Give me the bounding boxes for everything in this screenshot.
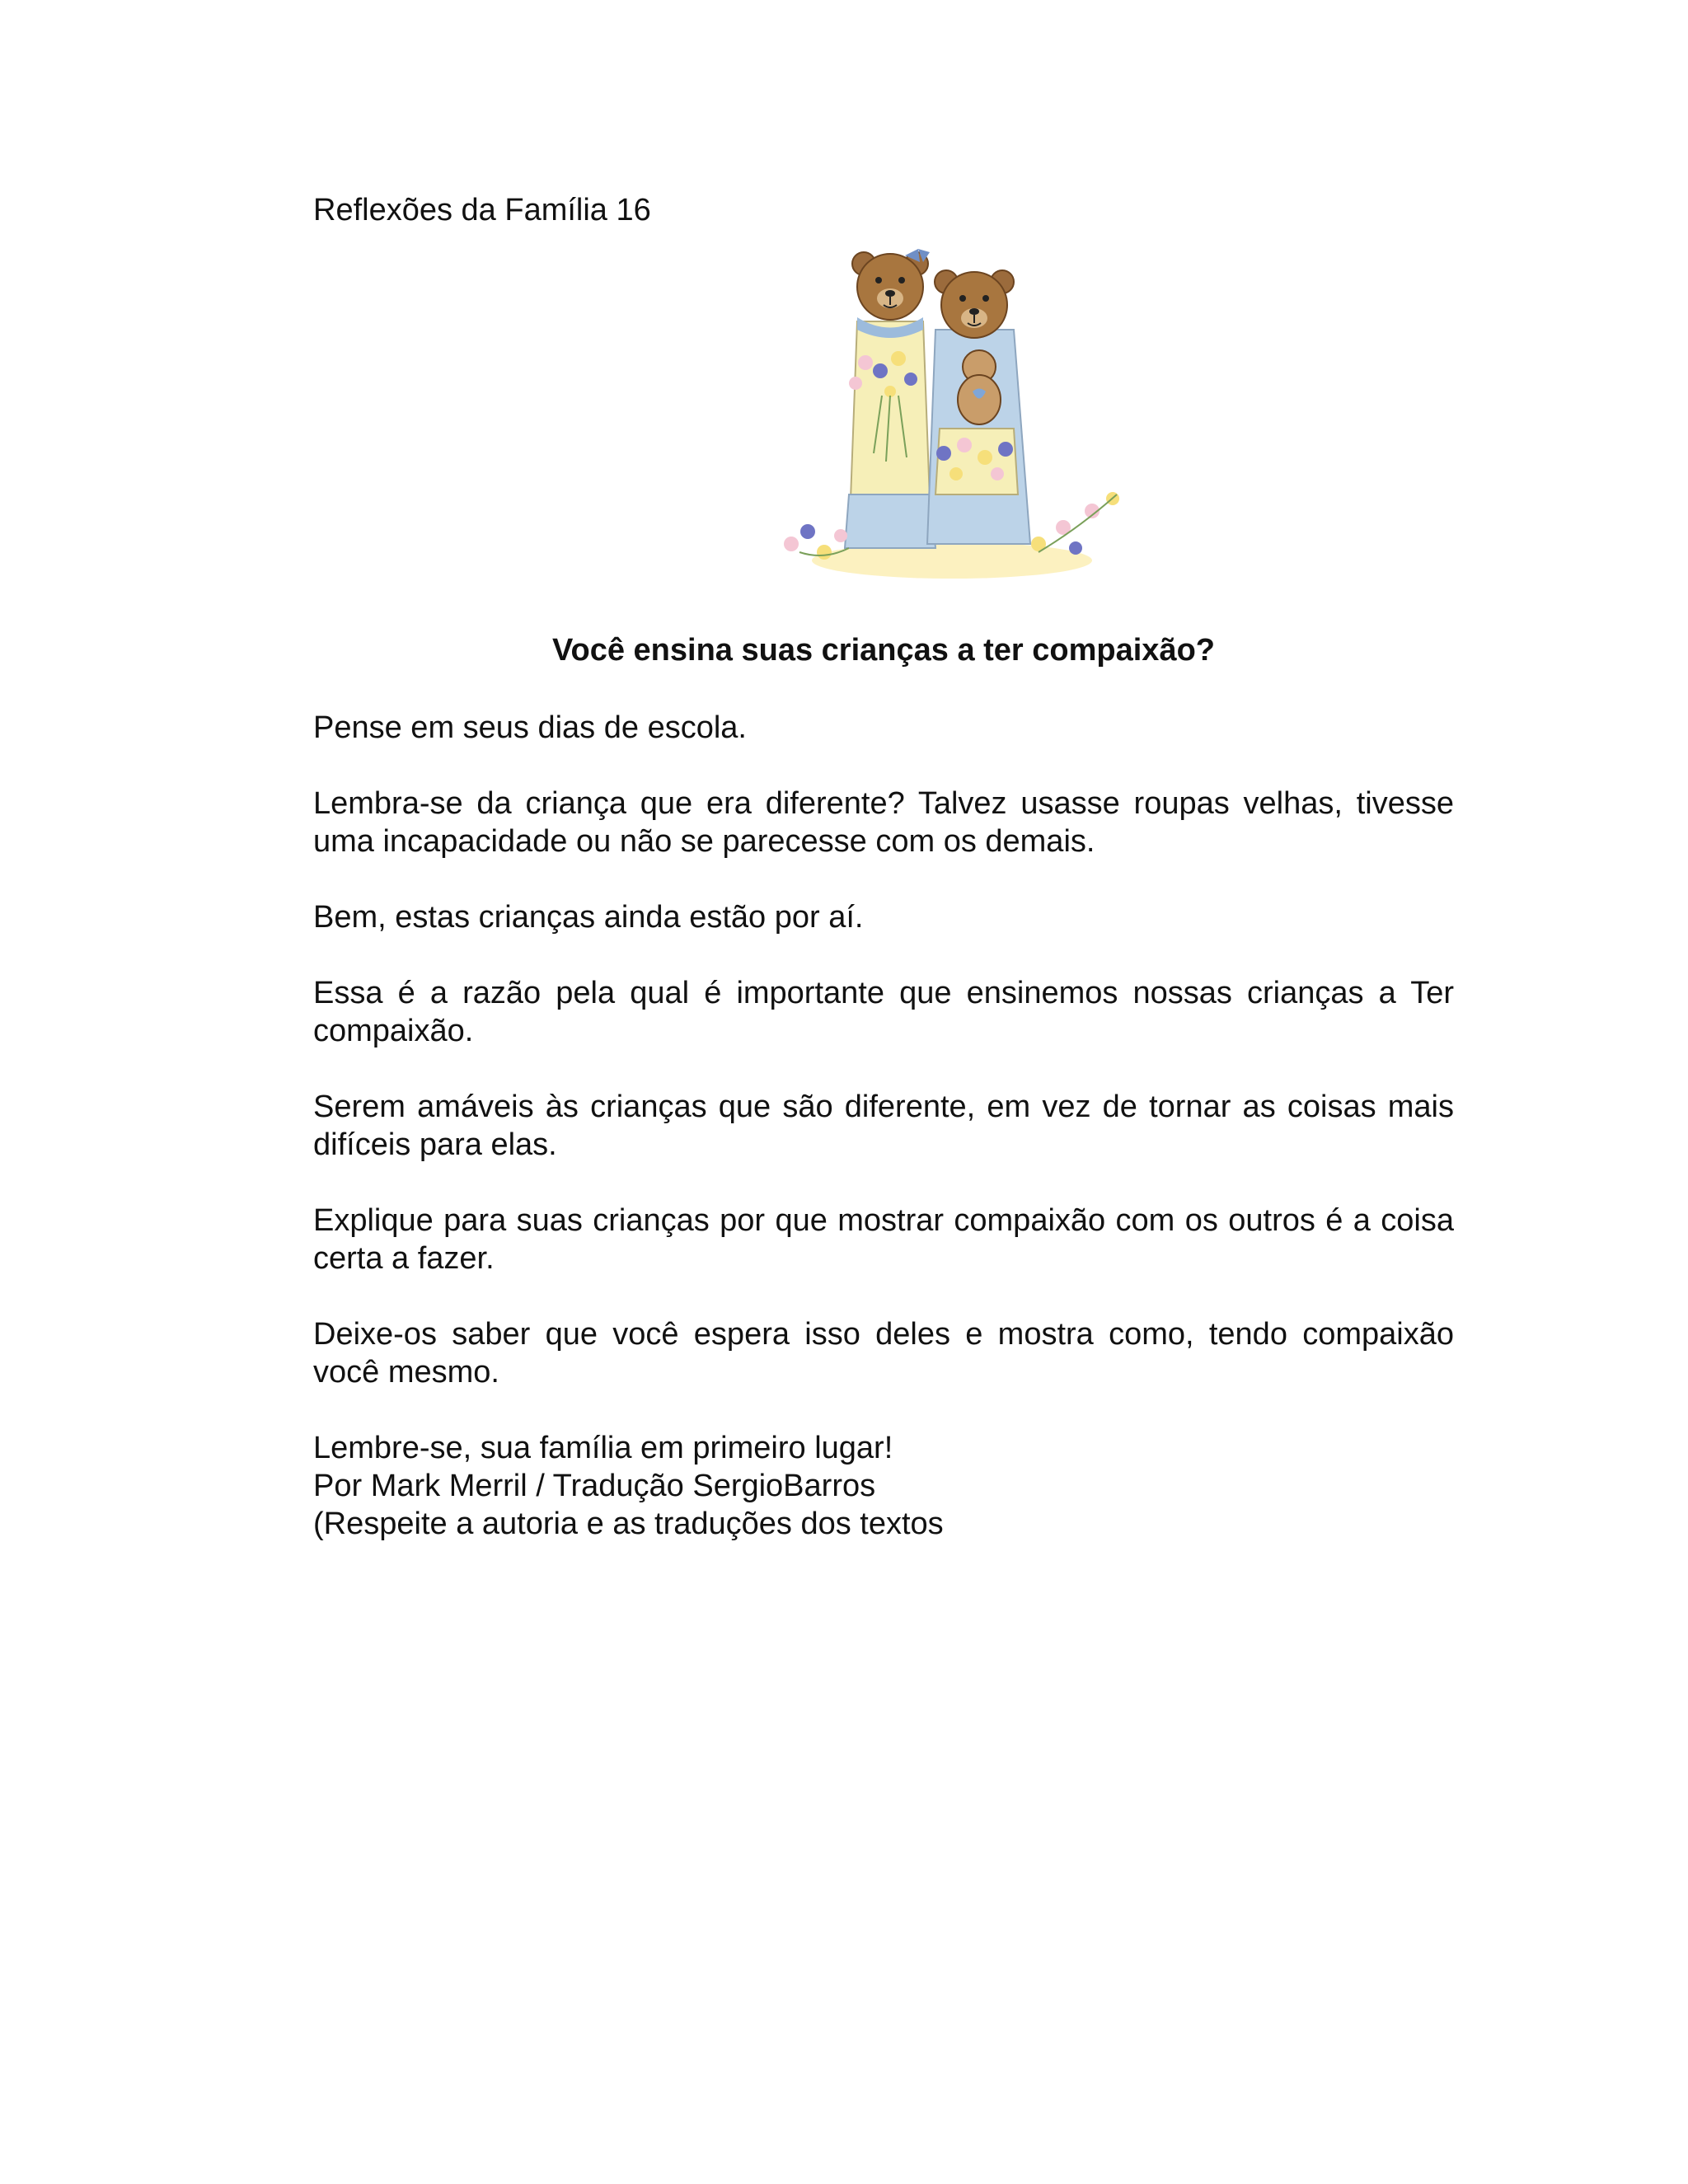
- copyright-note: (Respeite a autoria e as traduções dos textos: [313, 1507, 944, 1541]
- teddy-bears-illustration: [767, 247, 1137, 585]
- paragraph: Deixe-os saber que você espera isso deles e mostra como, tendo compaixão você mesmo.: [313, 1317, 1454, 1390]
- paragraph: Bem, estas crianças ainda estão por aí.: [313, 900, 864, 935]
- article-body: [313, 709, 1454, 1543]
- paragraph: Explique para suas crianças por que mostrar compaixão com os outros é a coisa certa a fazer.: [313, 1203, 1454, 1276]
- paragraph: Essa é a razão pela qual é importante que ensinemos nossas crianças a Ter compaixão.: [313, 976, 1454, 1048]
- teddy-bears-with-flowers-icon: [767, 247, 1137, 585]
- document-title: Reflexões da Família 16: [313, 193, 651, 227]
- paragraph: Lembra-se da criança que era diferente? Talvez usasse roupas velhas, tivesse uma incapacidade ou não se parecesse com os demais.: [313, 786, 1454, 859]
- author-line: Por Mark Merril / Tradução SergioBarros: [313, 1469, 876, 1503]
- closing-line: Lembre-se, sua família em primeiro lugar!: [313, 1431, 893, 1465]
- article-heading: Você ensina suas crianças a ter compaixão?: [551, 633, 1215, 668]
- paragraph: Pense em seus dias de escola.: [313, 710, 747, 745]
- closing-block: [313, 1429, 1454, 1543]
- paragraph: Serem amáveis às crianças que são diferente, em vez de tornar as coisas mais difíceis para elas.: [313, 1090, 1454, 1162]
